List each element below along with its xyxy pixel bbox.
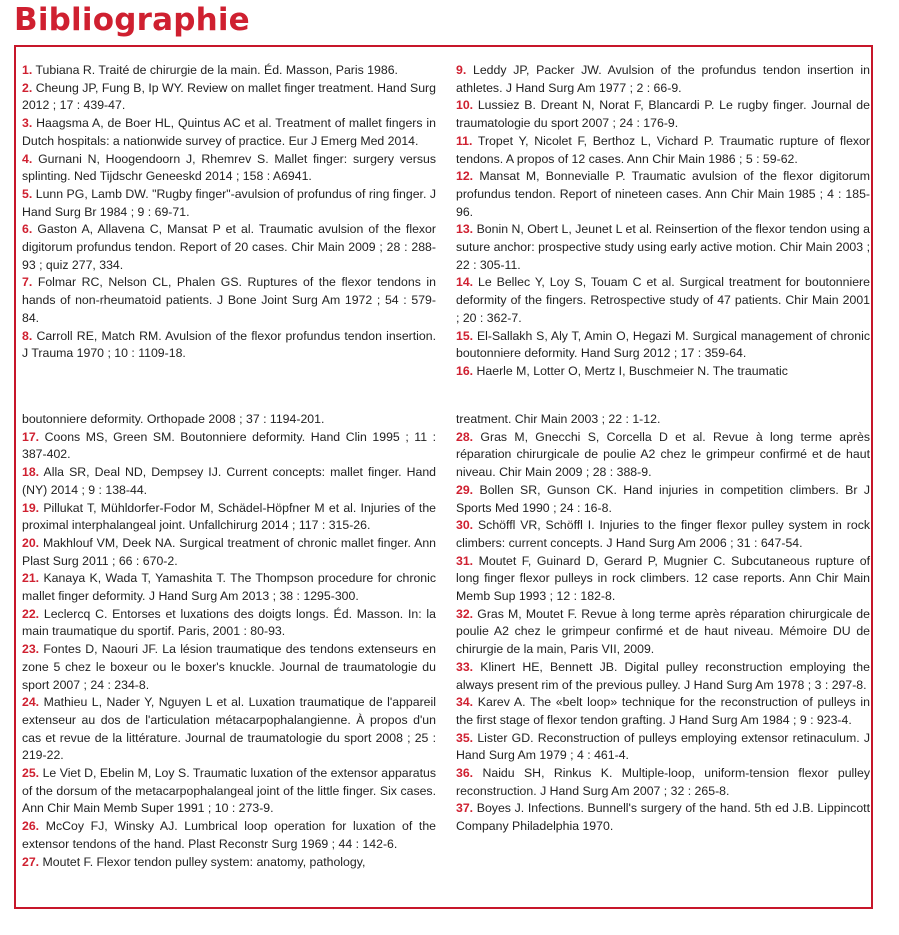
reference-6: 6. Gaston A, Allavena C, Mansat P et al. Traumatic avulsion of the flexor digitorum profundus tendon. Report of 20 cases. Chir Main 2009 ; 28 : 288-93 ; quiz 277, 334.: [22, 222, 436, 272]
reference-8: 8. Carroll RE, Match RM. Avulsion of the flexor profundus tendon insertion. J Trauma 1970 ; 10 : 1109-18.: [22, 328, 436, 361]
reference-35: 35. Lister GD. Reconstruction of pulleys employing extensor retinaculum. J Hand Surg Am 1979 ; 4 : 461-4.: [456, 730, 870, 763]
reference-16-continued: boutonniere deformity. Orthopade 2008 ; 37 : 1194-201.: [22, 412, 325, 426]
reference-11: 11. Tropet Y, Nicolet F, Berthoz L, Vichard P. Traumatic rupture of flexor tendons. A propos of 12 cases. Ann Chir Main 1986 ; 5 : 59-62.: [456, 133, 870, 166]
reference-34: 34. Karev A. The «belt loop» technique for the reconstruction of pulleys in the first stage of flexor tendon grafting. J Hand Surg Am 1984 ; 9 : 923-4.: [456, 695, 870, 727]
reference-23: 23. Fontes D, Naouri JF. La lésion traumatique des tendons extenseurs en zone 5 chez le boxeur ou le boxer's knuckle. Journal de traumatologie du sport 2007 ; 24 : 234-8.: [22, 642, 436, 692]
reference-24: 24. Mathieu L, Nader Y, Nguyen L et al. Luxation traumatique de l'appareil extenseur au dos de l'articulation métacarpophalangienne. À propos d'un cas et revue de la littérature. Journal de traumatologie du sport 2008 ; 25 : 219-22.: [22, 695, 436, 763]
reference-12: 12. Mansat M, Bonnevialle P. Traumatic avulsion of the flexor digitorum profundus tendon. Report of nineteen cases. Ann Chir Main 1985 ; 4 : 185-96.: [456, 169, 870, 219]
reference-7: 7. Folmar RC, Nelson CL, Phalen GS. Ruptures of the flexor tendons in hands of non-rheumatoid patients. J Bone Joint Surg Am 1972 ; 54 : 579-84.: [22, 275, 436, 325]
reference-26: 26. McCoy FJ, Winsky AJ. Lumbrical loop operation for luxation of the extensor tendons of the hand. Plast Reconstr Surg 1969 ; 44 : 142-6.: [22, 819, 436, 851]
reference-20: 20. Makhlouf VM, Deek NA. Surgical treatment of chronic mallet finger. Ann Plast Surg 2011 ; 66 : 670-2.: [22, 535, 436, 568]
reference-10: 10. Lussiez B. Dreant N, Norat F, Blancardi P. Le rugby finger. Journal de traumatologie du sport 2007 ; 24 : 176-9.: [456, 98, 870, 131]
column-top-right: [456, 62, 870, 381]
reference-29: 29. Bollen SR, Gunson CK. Hand injuries in competition climbers. Br J Sports Med 1990 ; 24 : 16-8.: [456, 482, 870, 515]
reference-5: 5. Lunn PG, Lamb DW. "Rugby finger"-avulsion of profundus of ring finger. J Hand Surg Br 1984 ; 9 : 69-71.: [22, 186, 436, 219]
reference-3: 3. Haagsma A, de Boer HL, Quintus AC et al. Treatment of mallet fingers in Dutch hospitals: a nationwide survey of practice. Eur J Emerg Med 2014.: [22, 116, 436, 148]
reference-28: 28. Gras M, Gnecchi S, Corcella D et al. Revue à long terme après réparation chirurgicale de poulie A2 chez le grimpeur confirmé et de haut niveau. Chir Main 2009 ; 28 : 388-9.: [456, 429, 870, 480]
reference-14: 14. Le Bellec Y, Loy S, Touam C et al. Surgical treatment for boutonniere deformity of the fingers. Retrospective study of 47 patients. Chir Main 2001 ; 20 : 362-7.: [456, 275, 870, 325]
column-bottom-left: [22, 411, 436, 871]
reference-32: 32. Gras M, Moutet F. Revue à long terme après réparation chirurgicale de poulie A2 chez le grimpeur confirmé et de haut niveau. Mémoire DU de chirurgie de la main, Paris VII, 2009.: [456, 606, 870, 657]
reference-31: 31. Moutet F, Guinard D, Gerard P, Mugnier C. Subcutaneous rupture of long finger flexor pulleys in rock climbers. 12 case reports. Ann Chir Main Memb Sup 1993 ; 12 : 182-8.: [456, 553, 870, 604]
reference-27: 27. Moutet F. Flexor tendon pulley system: anatomy, pathology,: [22, 854, 366, 869]
reference-36: 36. Naidu SH, Rinkus K. Multiple-loop, uniform-tension flexor pulley reconstruction. J Hand Surg Am 2007 ; 32 : 265-8.: [456, 766, 870, 798]
reference-4: 4. Gurnani N, Hoogendoorn J, Rhemrev S. Mallet finger: surgery versus splinting. Ned Tijdschr Geneeskd 2014 ; 158 : A6941.: [22, 151, 436, 184]
bibliography-frame: [14, 45, 873, 909]
reference-2: 2. Cheung JP, Fung B, Ip WY. Review on mallet finger treatment. Hand Surg 2012 ; 17 : 439-47.: [22, 80, 436, 113]
reference-25: 25. Le Viet D, Ebelin M, Loy S. Traumatic luxation of the extensor apparatus of the dorsum of the metacarpophalangeal joint of the little finger. Six cases. Ann Chir Main Memb Super 1991 ; 10 : 273-9.: [22, 766, 436, 816]
reference-1: 1. Tubiana R. Traité de chirurgie de la main. Éd. Masson, Paris 1986.: [22, 63, 398, 77]
reference-16: 16. Haerle M, Lotter O, Mertz I, Buschmeier N. The traumatic: [456, 363, 788, 378]
reference-21: 21. Kanaya K, Wada T, Yamashita T. The Thompson procedure for chronic mallet finger deformity. J Hand Surg Am 2013 ; 38 : 1295-300.: [22, 571, 436, 604]
reference-30: 30. Schöffl VR, Schöffl I. Injuries to the finger flexor pulley system in rock climbers: current concepts. J Hand Surg Am 2006 ; 31 : 647-54.: [456, 518, 870, 550]
reference-22: 22. Leclercq C. Entorses et luxations des doigts longs. Éd. Masson. In: la main traumatique du sportif. Paris, 2001 : 80-93.: [22, 606, 436, 639]
page-title: Bibliographie: [14, 2, 250, 38]
column-top-left: [22, 62, 436, 363]
reference-37: 37. Boyes J. Infections. Bunnell's surgery of the hand. 5th ed J.B. Lippincott Company Philadelphia 1970.: [456, 801, 870, 834]
reference-13: 13. Bonin N, Obert L, Jeunet L et al. Reinsertion of the flexor tendon using a suture anchor: prospective study using early active motion. Chir Main 2003 ; 22 : 305-11.: [456, 222, 870, 272]
reference-19: 19. Pillukat T, Mühldorfer-Fodor M, Schädel-Höpfner M et al. Injuries of the proximal interphalangeal joint. Unfallchirurg 2014 ; 117 : 315-26.: [22, 500, 436, 533]
reference-33: 33. Klinert HE, Bennett JB. Digital pulley reconstruction employing the always present rim of the previous pulley. J Hand Surg Am 1978 ; 3 : 297-8.: [456, 659, 870, 692]
reference-17: 17. Coons MS, Green SM. Boutonniere deformity. Hand Clin 1995 ; 11 : 387-402.: [22, 429, 436, 462]
reference-9: 9. Leddy JP, Packer JW. Avulsion of the profundus tendon insertion in athletes. J Hand Surg Am 1977 ; 2 : 66-9.: [456, 63, 870, 95]
reference-18: 18. Alla SR, Deal ND, Dempsey IJ. Current concepts: mallet finger. Hand (NY) 2014 ; 9 : 138-44.: [22, 465, 436, 497]
column-bottom-right: [456, 411, 870, 836]
reference-15: 15. El-Sallakh S, Aly T, Amin O, Hegazi M. Surgical management of chronic boutonniere deformity. Hand Surg 2012 ; 17 : 359-64.: [456, 328, 870, 361]
reference-27-continued: treatment. Chir Main 2003 ; 22 : 1-12.: [456, 412, 661, 426]
